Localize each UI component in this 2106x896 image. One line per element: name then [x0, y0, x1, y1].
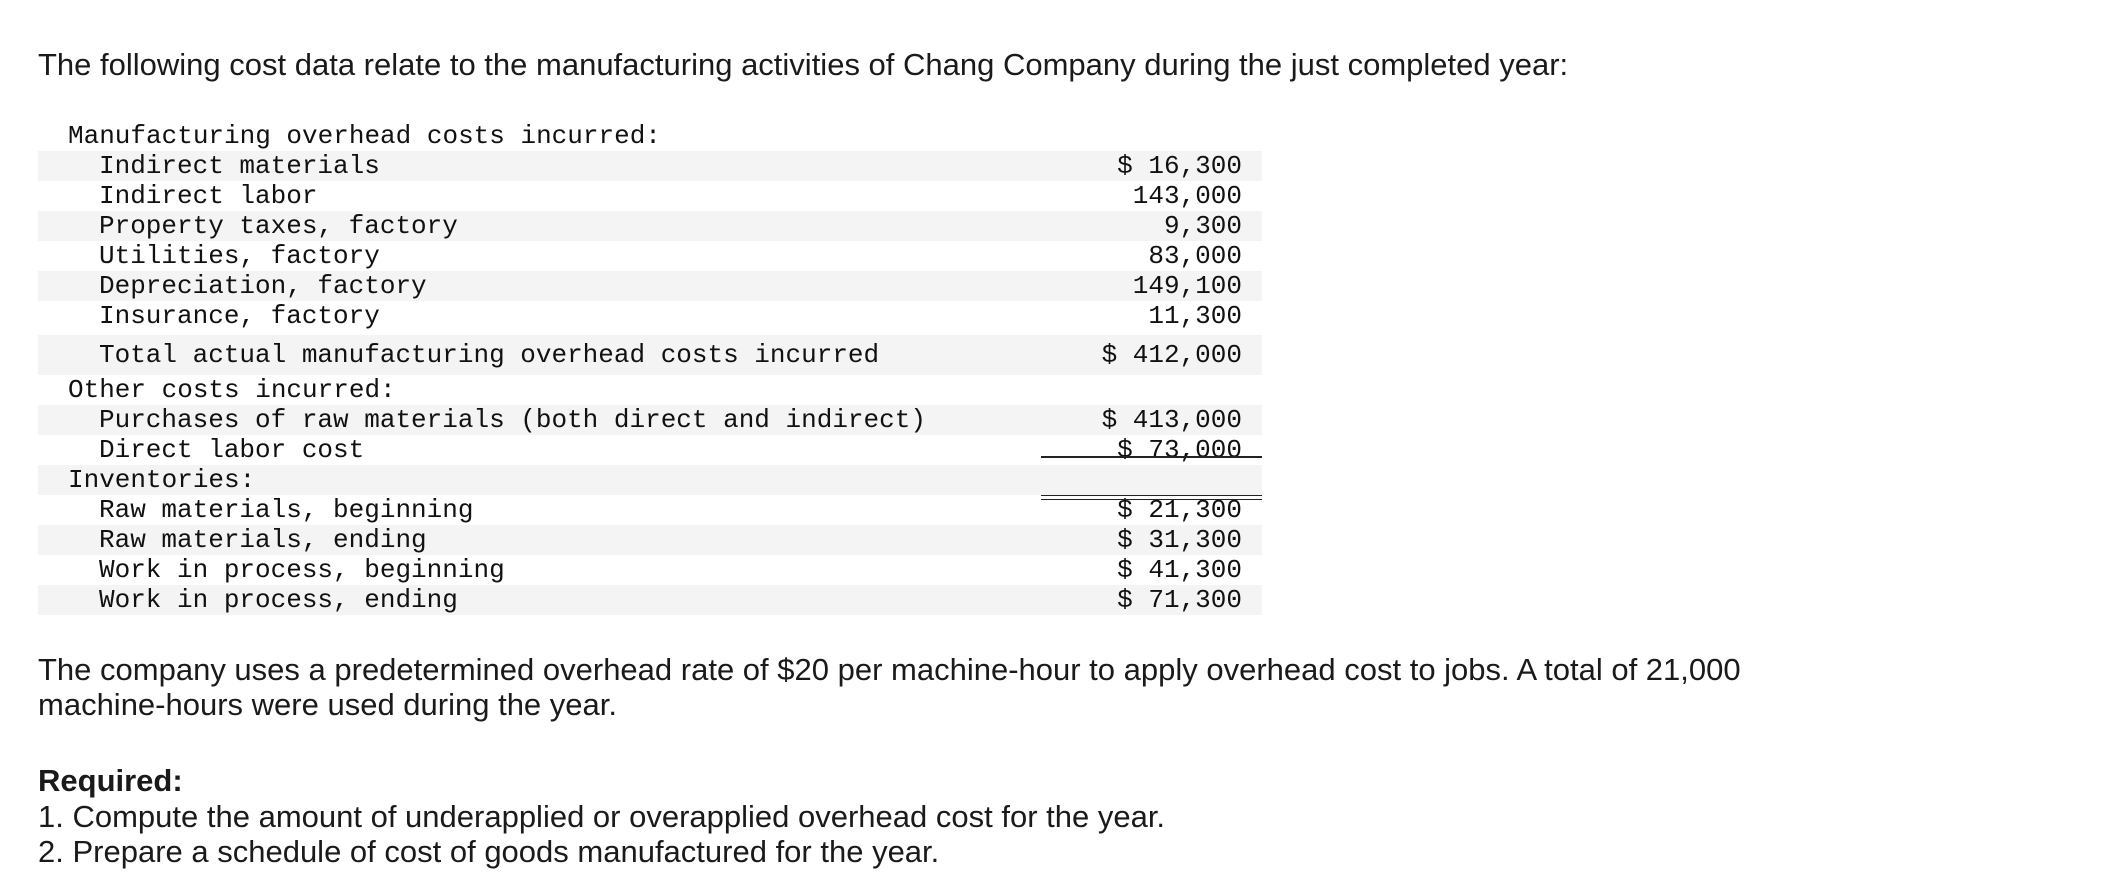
- intro-text: The following cost data relate to the manufacturing activities of Chang Company during the just completed year:: [38, 47, 1569, 82]
- row-label: Insurance, factory: [99, 301, 380, 331]
- row-label: Direct labor cost: [99, 435, 365, 465]
- section-label: Other costs incurred:: [68, 375, 396, 405]
- table-row: [38, 525, 1262, 555]
- row-label: Raw materials, beginning: [99, 495, 474, 525]
- table-row: [38, 211, 1262, 241]
- table-row: [38, 405, 1262, 435]
- table-row: [38, 301, 1262, 331]
- subtotal-rule: [1041, 456, 1262, 458]
- requirement-item: 1. Compute the amount of underapplied or overapplied overhead cost for the year.: [38, 799, 1166, 834]
- row-amount: $ 413,000: [1101, 405, 1242, 435]
- row-label: Indirect materials: [99, 151, 380, 181]
- cost-data-table: [38, 121, 1262, 615]
- requirement-item: 2. Prepare a schedule of cost of goods manufactured for the year.: [38, 834, 940, 869]
- row-label: Purchases of raw materials (both direct and indirect): [99, 405, 926, 435]
- row-amount: $ 41,300: [1117, 555, 1242, 585]
- table-row: [38, 555, 1262, 585]
- row-amount: 11,300: [1148, 301, 1242, 331]
- section-heading-inventories: [38, 465, 1262, 495]
- row-label: Raw materials, ending: [99, 525, 427, 555]
- row-label: Indirect labor: [99, 181, 318, 211]
- row-amount: 83,000: [1148, 241, 1242, 271]
- total-amount: $ 412,000: [1101, 340, 1242, 370]
- row-amount: 9,300: [1163, 211, 1242, 241]
- required-heading: Required:: [38, 763, 183, 798]
- total-row: [38, 335, 1262, 375]
- total-double-rule: [1041, 495, 1262, 500]
- row-amount: 143,000: [1132, 181, 1242, 211]
- row-amount: 149,100: [1132, 271, 1242, 301]
- section-label: Inventories:: [68, 465, 256, 495]
- table-row: [38, 241, 1262, 271]
- row-label: Work in process, beginning: [99, 555, 505, 585]
- requirements-list: [38, 799, 1165, 869]
- section-heading-other-costs: [38, 375, 1262, 405]
- table-row: [38, 435, 1262, 465]
- total-label: Total actual manufacturing overhead costs incurred: [99, 340, 880, 370]
- row-label: Utilities, factory: [99, 241, 380, 271]
- row-amount: $ 73,000: [1117, 435, 1242, 465]
- row-amount: $ 16,300: [1117, 151, 1242, 181]
- row-label: Depreciation, factory: [99, 271, 427, 301]
- table-row: [38, 585, 1262, 615]
- row-amount: $ 71,300: [1117, 585, 1242, 615]
- table-row: [38, 181, 1262, 211]
- table-row: [38, 271, 1262, 301]
- row-label: Work in process, ending: [99, 585, 458, 615]
- section-label: Manufacturing overhead costs incurred:: [68, 121, 661, 151]
- rate-description: The company uses a predetermined overhead rate of $20 per machine-hour to apply overhead cost to jobs. A total of 21,000 machine-hours were used during the year.: [38, 652, 1741, 722]
- row-amount: $ 21,300: [1117, 495, 1242, 525]
- section-heading-overhead: [38, 121, 1262, 151]
- row-amount: $ 31,300: [1117, 525, 1242, 555]
- table-row: [38, 151, 1262, 181]
- row-label: Property taxes, factory: [99, 211, 458, 241]
